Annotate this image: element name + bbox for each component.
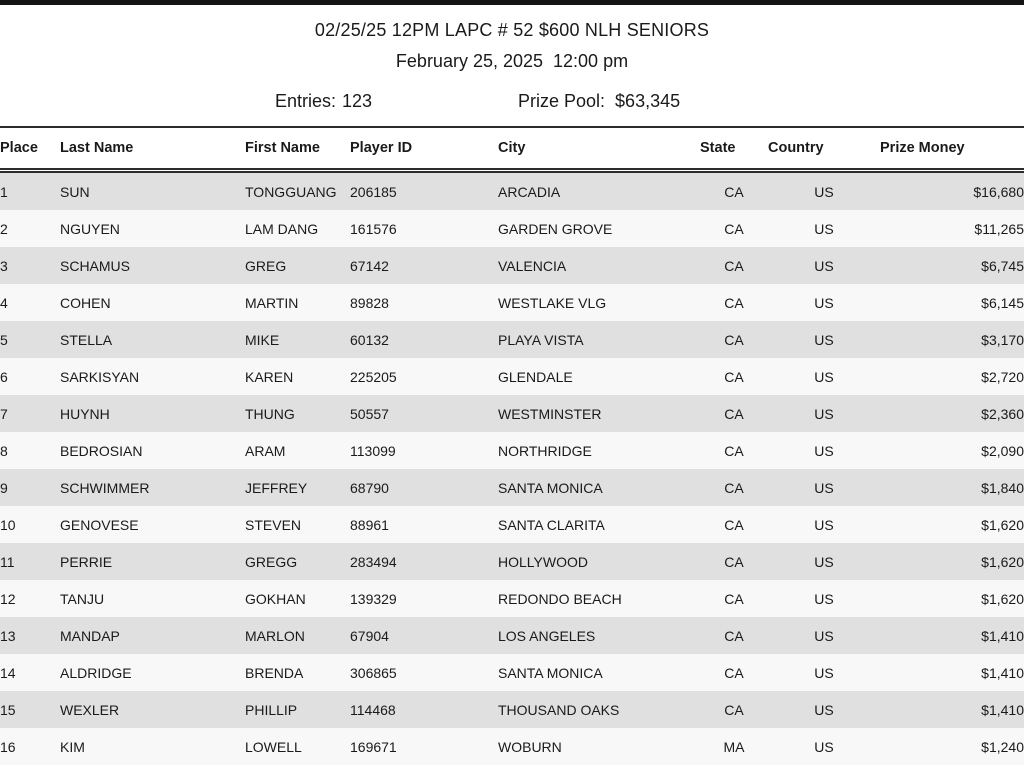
cell-city: NORTHRIDGE	[498, 432, 700, 469]
cell-prize: $1,620	[880, 506, 1024, 543]
cell-player-id: 60132	[350, 321, 498, 358]
cell-place: 11	[0, 543, 60, 580]
cell-prize: $11,265	[880, 210, 1024, 247]
cell-first-name: MARTIN	[245, 284, 350, 321]
cell-city: SANTA MONICA	[498, 654, 700, 691]
cell-last-name: SCHAMUS	[60, 247, 245, 284]
prize-pool-value: $63,345	[615, 91, 681, 111]
cell-last-name: COHEN	[60, 284, 245, 321]
cell-first-name: JEFFREY	[245, 469, 350, 506]
cell-place: 14	[0, 654, 60, 691]
cell-state: CA	[700, 691, 768, 728]
cell-prize: $1,410	[880, 691, 1024, 728]
cell-last-name: MANDAP	[60, 617, 245, 654]
cell-player-id: 114468	[350, 691, 498, 728]
column-header-place: Place	[0, 140, 38, 156]
cell-city: REDONDO BEACH	[498, 580, 700, 617]
cell-player-id: 68790	[350, 469, 498, 506]
cell-prize: $16,680	[880, 173, 1024, 210]
top-rule	[0, 0, 1024, 5]
cell-state: CA	[700, 284, 768, 321]
cell-state: CA	[700, 247, 768, 284]
table-row	[0, 728, 1024, 765]
cell-country: US	[768, 543, 880, 580]
cell-place: 15	[0, 691, 60, 728]
table-row	[0, 654, 1024, 691]
cell-city: WESTLAKE VLG	[498, 284, 700, 321]
cell-first-name: MIKE	[245, 321, 350, 358]
cell-player-id: 89828	[350, 284, 498, 321]
cell-city: GLENDALE	[498, 358, 700, 395]
table-row	[0, 358, 1024, 395]
cell-country: US	[768, 728, 880, 765]
cell-state: CA	[700, 395, 768, 432]
prize-pool-label: Prize Pool:	[518, 91, 606, 111]
table-row	[0, 210, 1024, 247]
cell-city: GARDEN GROVE	[498, 210, 700, 247]
cell-prize: $6,745	[880, 247, 1024, 284]
cell-place: 16	[0, 728, 60, 765]
cell-place: 10	[0, 506, 60, 543]
cell-prize: $1,410	[880, 617, 1024, 654]
cell-first-name: ARAM	[245, 432, 350, 469]
cell-place: 7	[0, 395, 60, 432]
cell-state: CA	[700, 654, 768, 691]
cell-prize: $1,410	[880, 654, 1024, 691]
cell-last-name: HUYNH	[60, 395, 245, 432]
cell-first-name: PHILLIP	[245, 691, 350, 728]
cell-state: CA	[700, 173, 768, 210]
cell-player-id: 161576	[350, 210, 498, 247]
cell-state: CA	[700, 358, 768, 395]
table-row	[0, 284, 1024, 321]
cell-country: US	[768, 506, 880, 543]
cell-country: US	[768, 358, 880, 395]
results-table	[0, 128, 1024, 168]
column-header-first-name: First Name	[245, 140, 320, 156]
cell-country: US	[768, 210, 880, 247]
cell-first-name: BRENDA	[245, 654, 350, 691]
table-row	[0, 395, 1024, 432]
cell-place: 1	[0, 173, 60, 210]
cell-last-name: GENOVESE	[60, 506, 245, 543]
table-row	[0, 580, 1024, 617]
cell-player-id: 169671	[350, 728, 498, 765]
column-header-city: City	[498, 140, 526, 156]
cell-last-name: BEDROSIAN	[60, 432, 245, 469]
column-header-last-name: Last Name	[60, 140, 134, 156]
results-table-body	[0, 173, 1024, 765]
cell-city: SANTA CLARITA	[498, 506, 700, 543]
cell-first-name: GOKHAN	[245, 580, 350, 617]
cell-state: CA	[700, 580, 768, 617]
cell-last-name: KIM	[60, 728, 245, 765]
cell-last-name: SCHWIMMER	[60, 469, 245, 506]
cell-place: 13	[0, 617, 60, 654]
results-table-block	[0, 126, 1024, 765]
cell-last-name: SUN	[60, 173, 245, 210]
table-row	[0, 691, 1024, 728]
header-row	[0, 128, 1024, 168]
cell-player-id: 67142	[350, 247, 498, 284]
cell-state: CA	[700, 321, 768, 358]
cell-place: 12	[0, 580, 60, 617]
cell-first-name: TONGGUANG	[245, 173, 350, 210]
cell-first-name: THUNG	[245, 395, 350, 432]
cell-place: 9	[0, 469, 60, 506]
cell-city: PLAYA VISTA	[498, 321, 700, 358]
table-row	[0, 432, 1024, 469]
cell-state: CA	[700, 210, 768, 247]
table-row	[0, 247, 1024, 284]
table-row	[0, 321, 1024, 358]
table-row	[0, 506, 1024, 543]
cell-country: US	[768, 580, 880, 617]
cell-country: US	[768, 654, 880, 691]
cell-city: ARCADIA	[498, 173, 700, 210]
cell-prize: $6,145	[880, 284, 1024, 321]
cell-prize: $2,360	[880, 395, 1024, 432]
cell-player-id: 67904	[350, 617, 498, 654]
cell-state: CA	[700, 432, 768, 469]
entries-stat	[275, 91, 372, 112]
cell-prize: $3,170	[880, 321, 1024, 358]
cell-city: THOUSAND OAKS	[498, 691, 700, 728]
cell-place: 2	[0, 210, 60, 247]
cell-first-name: GREG	[245, 247, 350, 284]
results-tbody	[0, 173, 1024, 765]
table-row	[0, 617, 1024, 654]
column-header-player-id: Player ID	[350, 140, 413, 156]
tournament-title: 02/25/25 12PM LAPC # 52 $600 NLH SENIORS	[314, 20, 710, 40]
cell-place: 3	[0, 247, 60, 284]
cell-city: VALENCIA	[498, 247, 700, 284]
cell-country: US	[768, 284, 880, 321]
prize-pool-stat	[518, 91, 680, 112]
cell-last-name: NGUYEN	[60, 210, 245, 247]
cell-state: CA	[700, 543, 768, 580]
cell-country: US	[768, 432, 880, 469]
cell-player-id: 225205	[350, 358, 498, 395]
cell-last-name: TANJU	[60, 580, 245, 617]
cell-state: CA	[700, 617, 768, 654]
column-header-prize-money: Prize Money	[880, 140, 965, 156]
cell-last-name: SARKISYAN	[60, 358, 245, 395]
cell-player-id: 50557	[350, 395, 498, 432]
cell-country: US	[768, 469, 880, 506]
tournament-datetime: February 25, 2025 12:00 pm	[395, 51, 629, 71]
cell-country: US	[768, 395, 880, 432]
cell-city: SANTA MONICA	[498, 469, 700, 506]
cell-player-id: 139329	[350, 580, 498, 617]
cell-prize: $1,620	[880, 580, 1024, 617]
table-row	[0, 469, 1024, 506]
table-row	[0, 173, 1024, 210]
cell-last-name: ALDRIDGE	[60, 654, 245, 691]
column-header-state: State	[700, 140, 736, 156]
cell-first-name: LAM DANG	[245, 210, 350, 247]
cell-state: MA	[700, 728, 768, 765]
cell-country: US	[768, 173, 880, 210]
cell-country: US	[768, 321, 880, 358]
cell-city: WOBURN	[498, 728, 700, 765]
cell-last-name: STELLA	[60, 321, 245, 358]
cell-first-name: MARLON	[245, 617, 350, 654]
cell-city: HOLLYWOOD	[498, 543, 700, 580]
cell-player-id: 113099	[350, 432, 498, 469]
entries-label: Entries:	[275, 91, 337, 111]
cell-prize: $1,620	[880, 543, 1024, 580]
results-table-header	[0, 128, 1024, 168]
cell-first-name: KAREN	[245, 358, 350, 395]
cell-prize: $1,240	[880, 728, 1024, 765]
cell-first-name: GREGG	[245, 543, 350, 580]
summary-stats	[0, 91, 1024, 115]
cell-last-name: PERRIE	[60, 543, 245, 580]
cell-city: LOS ANGELES	[498, 617, 700, 654]
cell-prize: $2,090	[880, 432, 1024, 469]
cell-place: 6	[0, 358, 60, 395]
cell-player-id: 283494	[350, 543, 498, 580]
cell-prize: $2,720	[880, 358, 1024, 395]
cell-state: CA	[700, 469, 768, 506]
cell-city: WESTMINSTER	[498, 395, 700, 432]
entries-value: 123	[342, 91, 373, 111]
cell-state: CA	[700, 506, 768, 543]
cell-player-id: 206185	[350, 173, 498, 210]
cell-place: 5	[0, 321, 60, 358]
cell-player-id: 88961	[350, 506, 498, 543]
cell-last-name: WEXLER	[60, 691, 245, 728]
cell-country: US	[768, 247, 880, 284]
table-row	[0, 543, 1024, 580]
cell-first-name: LOWELL	[245, 728, 350, 765]
cell-player-id: 306865	[350, 654, 498, 691]
cell-place: 8	[0, 432, 60, 469]
cell-place: 4	[0, 284, 60, 321]
column-header-country: Country	[768, 140, 824, 156]
cell-prize: $1,840	[880, 469, 1024, 506]
cell-country: US	[768, 617, 880, 654]
cell-country: US	[768, 691, 880, 728]
cell-first-name: STEVEN	[245, 506, 350, 543]
